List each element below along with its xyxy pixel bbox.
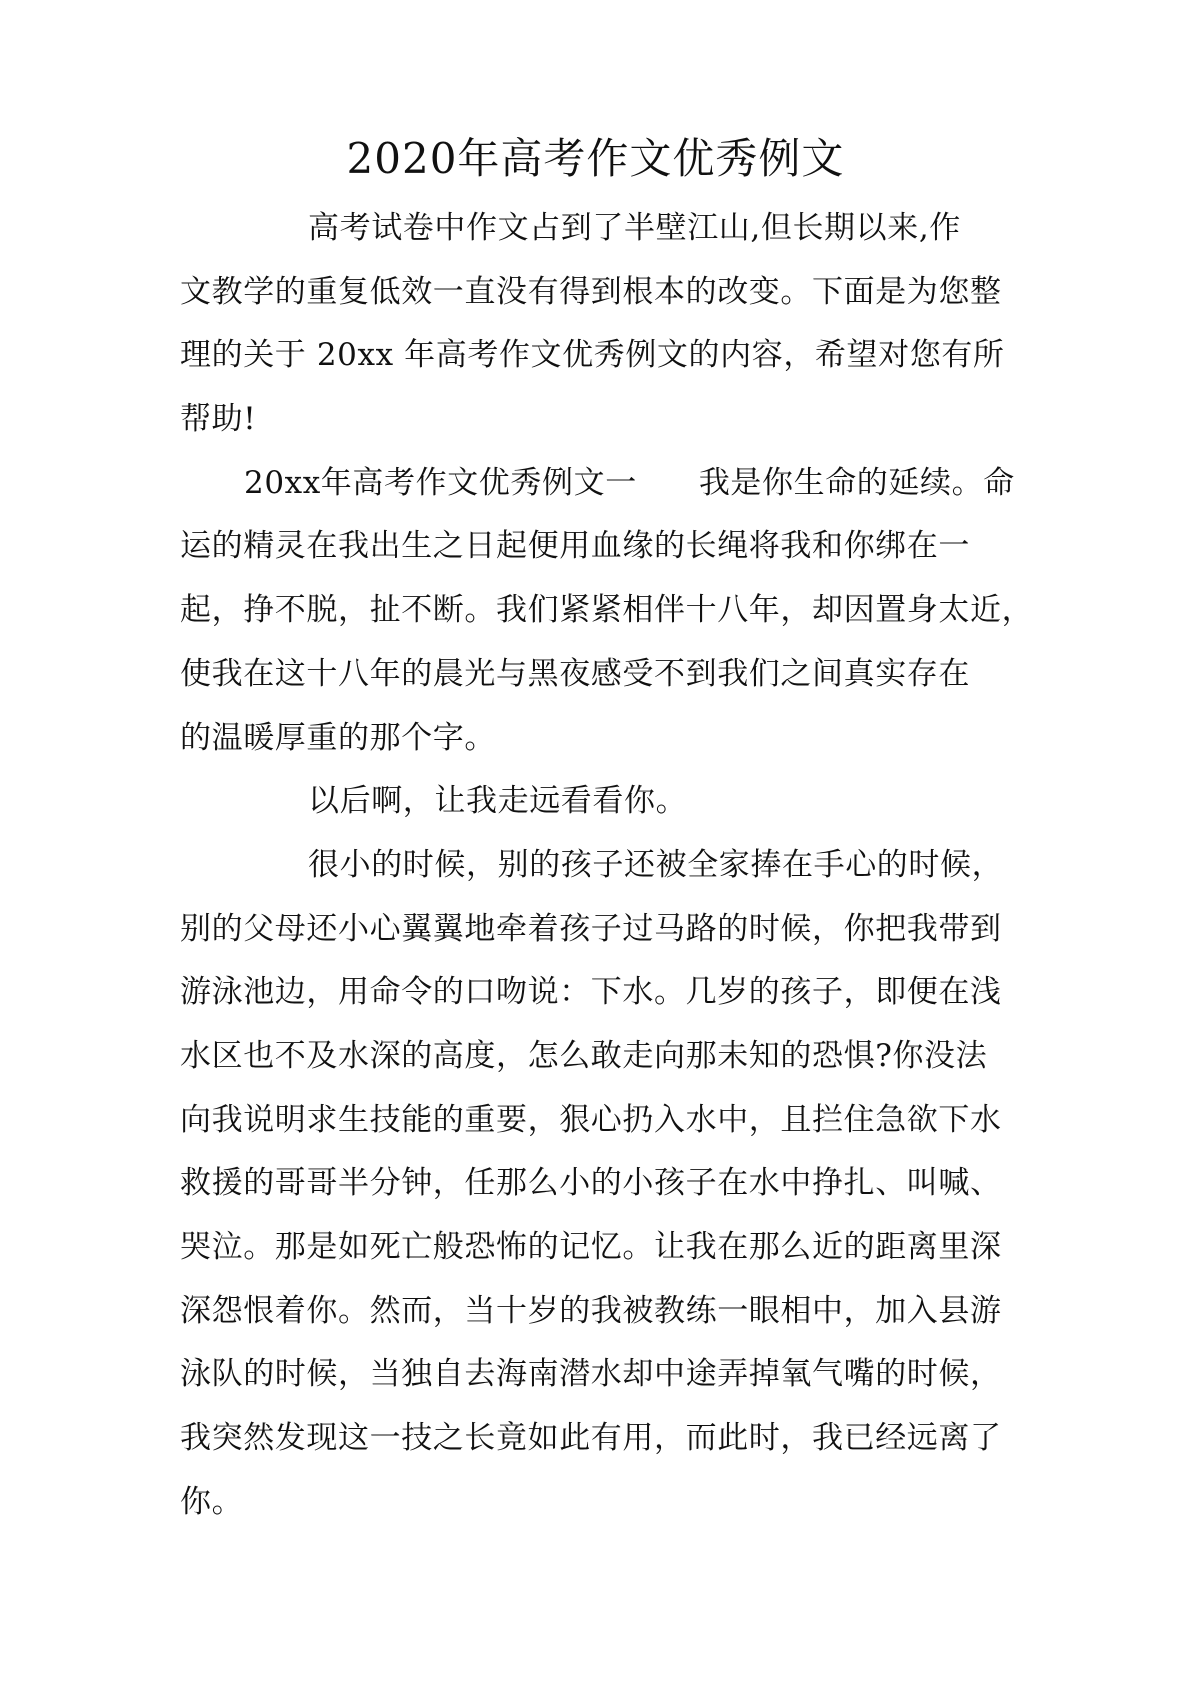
essay-heading-line bbox=[180, 452, 1020, 516]
intro-line: 理的关于 20xx 年高考作文优秀例文的内容，希望对您有所 bbox=[180, 337, 1005, 374]
paragraph-3-line: 向我说明求生技能的重要，狠心扔入水中，且拦住急欲下水 bbox=[180, 1101, 1002, 1138]
document-body bbox=[180, 197, 1034, 1534]
paragraph-3-line: 别的父母还小心翼翼地牵着孩子过马路的时候，你把我带到 bbox=[180, 910, 1002, 947]
paragraph-3-line: 我突然发现这一技之长竟如此有用，而此时，我已经远离了 bbox=[180, 1420, 1002, 1457]
intro-line: 高考试卷中作文占到了半壁江山,但长期以来,作 bbox=[308, 210, 961, 246]
paragraph-3-line: 救援的哥哥半分钟，任那么小的小孩子在水中挣扎、叫喊、 bbox=[180, 1165, 1002, 1202]
document-title: 2020年高考作文优秀例文 bbox=[346, 134, 845, 183]
paragraph-3-line: 哭泣。那是如死亡般恐怖的记忆。让我在那么近的距离里深 bbox=[180, 1229, 1002, 1265]
intro-line: 帮助! bbox=[180, 401, 257, 438]
essay-line: 的温暖厚重的那个字。 bbox=[180, 719, 496, 756]
paragraph-2: 以后啊，让我走远看看你。 bbox=[308, 783, 688, 820]
paragraph-3-line: 深怨恨着你。然而，当十岁的我被教练一眼相中，加入县游 bbox=[180, 1292, 1002, 1329]
paragraph-3-line: 游泳池边，用命令的口吻说：下水。几岁的孩子，即便在浅 bbox=[180, 974, 1002, 1011]
essay-line: 运的精灵在我出生之日起便用血缘的长绳将我和你绑在一 bbox=[180, 528, 970, 565]
essay-line: 使我在这十八年的晨光与黑夜感受不到我们之间真实存在 bbox=[180, 655, 970, 692]
paragraph-3-line: 泳队的时候，当独自去海南潜水却中途弄掉氧气嘴的时候， bbox=[180, 1356, 1002, 1393]
intro-line: 文教学的重复低效一直没有得到根本的改变。下面是为您整 bbox=[180, 273, 1002, 310]
paragraph-3-line: 你。 bbox=[180, 1483, 244, 1520]
essay-line: 我是你生命的延续。命 bbox=[698, 464, 1015, 501]
paragraph-3-line: 水区也不及水深的高度，怎么敢走向那未知的恐惧?你没法 bbox=[180, 1037, 988, 1074]
essay-heading: 20xx年高考作文优秀例文一 bbox=[244, 464, 637, 501]
essay-line: 起，挣不脱，扯不断。我们紧紧相伴十八年，却因置身太近， bbox=[180, 592, 1034, 629]
paragraph-3-line: 很小的时候，别的孩子还被全家捧在手心的时候， bbox=[308, 846, 1004, 883]
